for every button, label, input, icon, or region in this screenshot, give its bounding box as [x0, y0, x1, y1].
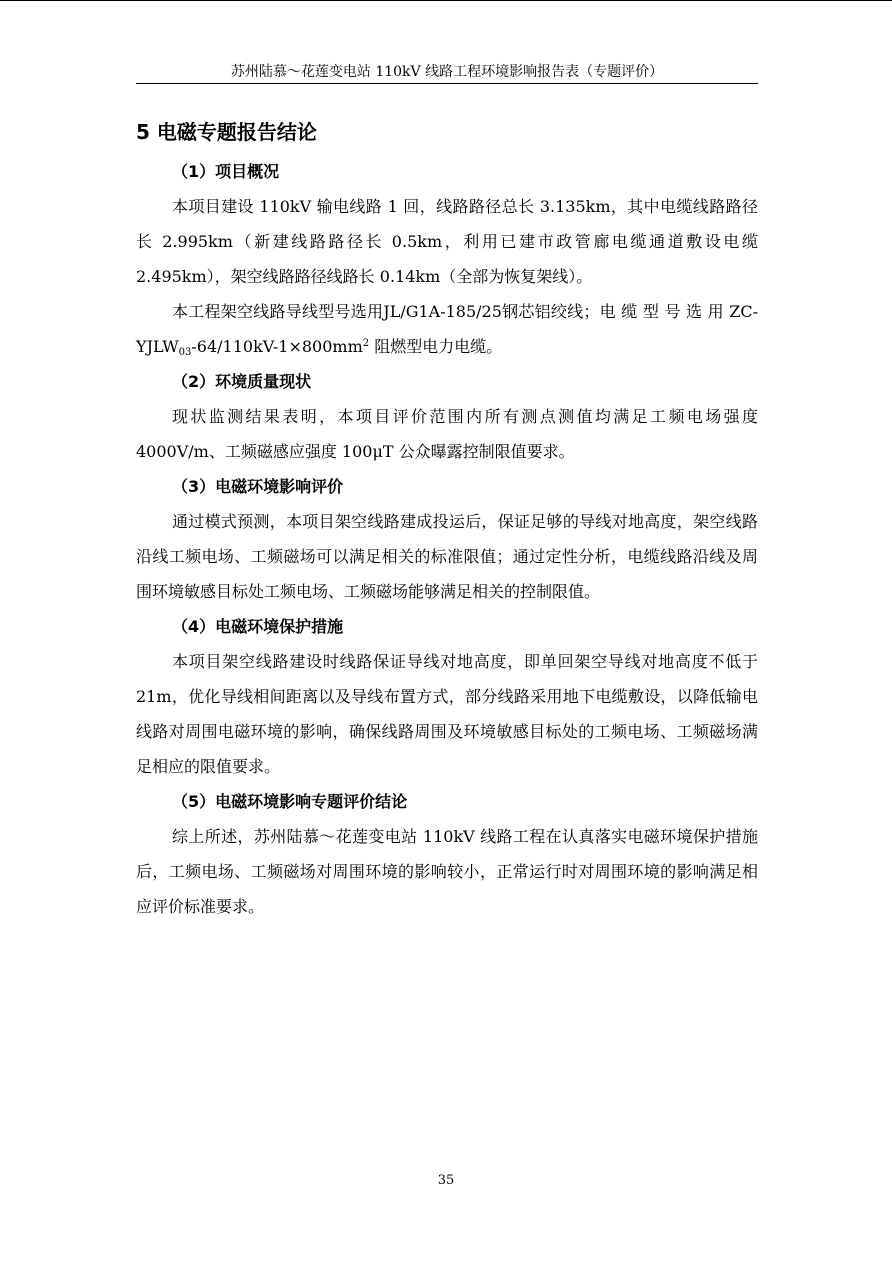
paragraph-conclusion: 综上所述，苏州陆慕～花莲变电站 110kV 线路工程在认真落实电磁环境保护措施后，工频电场、工频磁场对周围环境的影响较小，正常运行时对周围环境的影响满足相应评价标准要求。: [136, 827, 758, 916]
top-border-line: [0, 0, 892, 1]
paragraph-protection-measures: 本项目架空线路建设时线路保证导线对地高度，即单回架空导线对地高度不低于 21m，优化导线相间距离以及导线布置方式，部分线路采用地下电缆敷设，以降低输电线路对周围电磁环境的影响，确保线路周围及环境敏感目标处的工频电场、工频磁场满足相应的限值要求。: [136, 652, 758, 776]
paragraph-impact-assessment: 通过模式预测，本项目架空线路建成投运后，保证足够的导线对地高度，架空线路沿线工频电场、工频磁场可以满足相关的标准限值；通过定性分析，电缆线路沿线及周围环境敏感目标处工频电场、工频磁场能够满足相关的控制限值。: [136, 512, 758, 601]
unit-superscript: 2: [362, 338, 370, 349]
subsection-heading-impact-assessment: （3）电磁环境影响评价: [172, 477, 344, 496]
cable-text-part-3: 阻燃型电力电缆。: [369, 337, 503, 356]
page-body: [136, 118, 758, 924]
header-rule: [136, 83, 758, 84]
paragraph-project-overview: 本项目建设 110kV 输电线路 1 回，线路路径总长 3.135km，其中电缆线路路径长 2.995km（新建线路路径长 0.5km，利用已建市政管廊电缆通道敷设电缆 2.495km），架空线路路径线路长 0.14km（全部为恢复架线）。: [136, 197, 758, 286]
subsection-heading-protection-measures: （4）电磁环境保护措施: [172, 617, 344, 636]
paragraph-environment-status: 现状监测结果表明，本项目评价范围内所有测点测值均满足工频电场强度 4000V/m、工频磁感应强度 100μT 公众曝露控制限值要求。: [136, 407, 758, 461]
subsection-heading-conclusion: （5）电磁环境影响专题评价结论: [172, 792, 408, 811]
section-title: 5 电磁专题报告结论: [136, 120, 317, 144]
cable-model-subscript: 03: [178, 347, 192, 358]
page-number: 35: [437, 1173, 455, 1188]
running-header: 苏州陆慕～花莲变电站 110kV 线路工程环境影响报告表（专题评价）: [230, 64, 664, 80]
cable-text-part-2: -64/110kV-1×800mm: [191, 337, 363, 356]
cable-text-part-1: 本工程架空线路导线型号选用JL/G1A-185/25钢芯铝绞线；电 缆 型 号 选 用 ZC-YJLW: [136, 302, 758, 356]
subsection-heading-project-overview: （1）项目概况: [172, 162, 280, 181]
paragraph-conductor-cable-type: [136, 294, 758, 364]
subsection-heading-environment-status: （2）环境质量现状: [172, 372, 312, 391]
